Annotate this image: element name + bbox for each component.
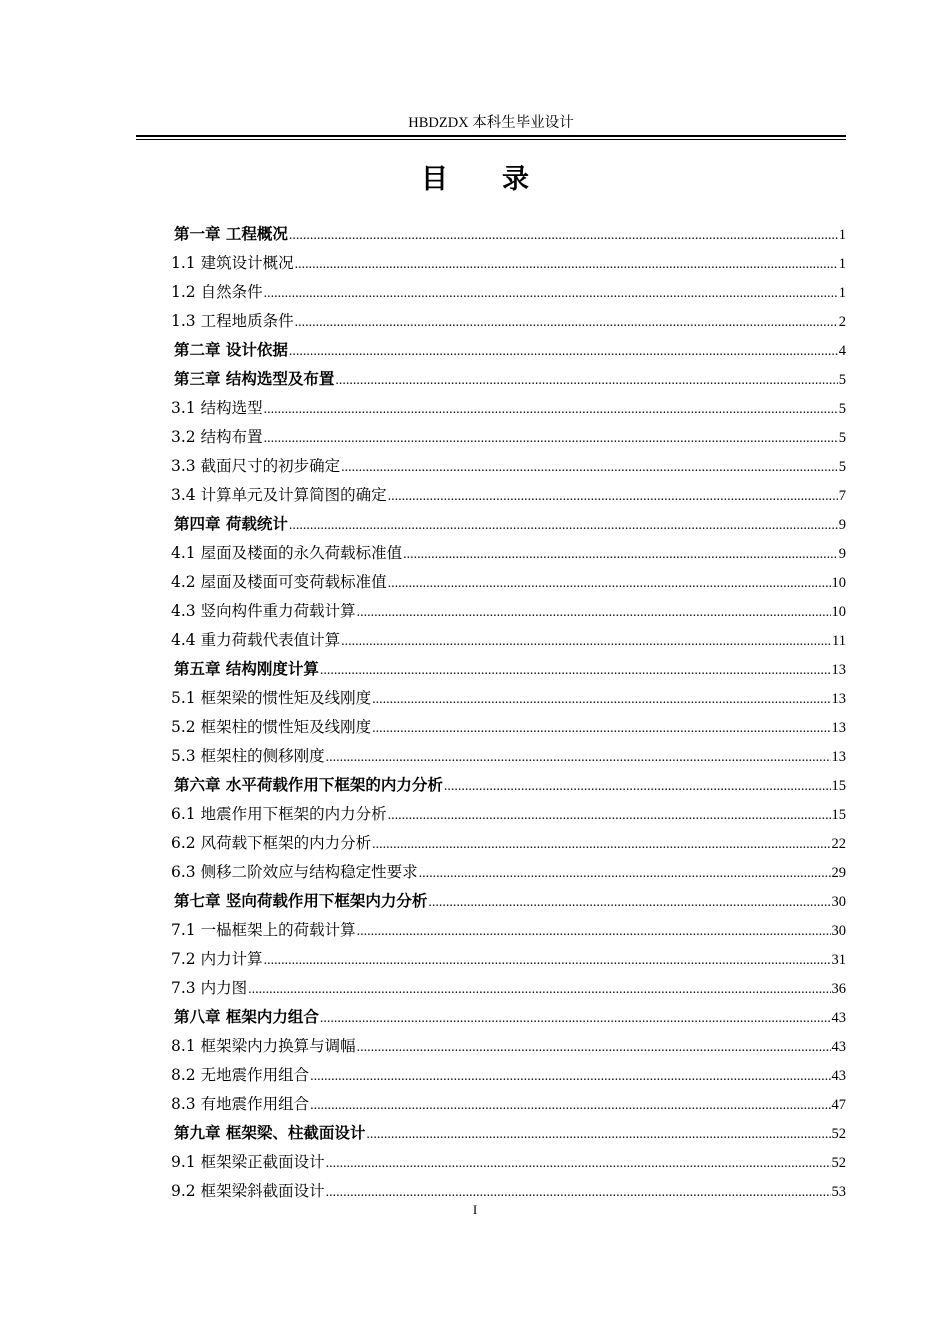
toc-entry-label: 4.3 竖向构件重力荷载计算 [171,602,356,620]
toc-entry-page: 47 [831,1097,846,1113]
toc-dot-leader [289,221,838,250]
header-rule-thin [136,139,846,140]
toc-section-entry[interactable] [171,974,846,1003]
toc-section-entry[interactable] [171,945,846,974]
toc-section-entry[interactable] [171,539,846,568]
toc-entry-label: 1.2 自然条件 [171,283,263,301]
toc-section-entry[interactable] [171,452,846,481]
toc-dot-leader [372,830,830,859]
toc-entry-page: 9 [838,517,846,533]
toc-entry-label: 5.3 框架柱的侧移刚度 [171,747,325,765]
toc-entry-label: 3.4 计算单元及计算简图的确定 [171,486,387,504]
toc-entry-page: 52 [831,1126,846,1142]
toc-entry-page: 9 [838,546,846,562]
toc-section-entry[interactable] [171,481,846,510]
toc-dot-leader [264,946,831,975]
toc-chapter-entry[interactable] [171,510,846,539]
page-header: HBDZDX 本科生毕业设计 [408,115,574,131]
toc-entry-page: 15 [831,807,846,823]
toc-dot-leader [335,366,837,395]
toc-entry-label: 8.3 有地震作用组合 [171,1095,310,1113]
toc-section-entry[interactable] [171,307,846,336]
toc-entry-page: 31 [831,952,846,968]
toc-section-entry[interactable] [171,278,846,307]
toc-dot-leader [357,1033,831,1062]
toc-entry-page: 15 [831,778,846,794]
toc-dot-leader [295,250,838,279]
toc-entry-page: 22 [831,836,846,852]
toc-chapter-entry[interactable] [171,220,846,249]
toc-entry-label: 5.2 框架柱的惯性矩及线刚度 [171,718,372,736]
toc-dot-leader [248,975,830,1004]
toc-title: 目录 [421,164,583,195]
toc-chapter-entry[interactable] [171,771,846,800]
toc-dot-leader [326,743,831,772]
toc-section-entry[interactable] [171,626,846,655]
toc-entry-label: 8.2 无地震作用组合 [171,1066,310,1084]
toc-entry-page: 30 [831,894,846,910]
toc-entry-label: 5.1 框架梁的惯性矩及线刚度 [171,689,372,707]
toc-entry-label: 第二章 设计依据 [174,341,288,359]
toc-dot-leader [326,1149,831,1178]
toc-entry-label: 第五章 结构刚度计算 [174,660,319,678]
toc-dot-leader [444,772,831,801]
toc-entry-label: 4.4 重力荷载代表值计算 [171,631,341,649]
toc-entry-label: 第七章 竖向荷载作用下框架内力分析 [174,892,428,910]
toc-dot-leader [388,801,831,830]
toc-entry-page: 10 [831,575,846,591]
toc-entry-page: 10 [831,604,846,620]
toc-chapter-entry[interactable] [171,1119,846,1148]
toc-entry-page: 5 [838,401,846,417]
toc-dot-leader [289,511,838,540]
toc-dot-leader [289,337,838,366]
toc-entry-label: 6.2 风荷载下框架的内力分析 [171,834,372,852]
toc-entry-page: 5 [838,430,846,446]
toc-entry-label: 6.3 侧移二阶效应与结构稳定性要求 [171,863,418,881]
toc-dot-leader [320,1004,831,1033]
toc-chapter-entry[interactable] [171,887,846,916]
toc-entry-page: 7 [838,488,846,504]
toc-entry-page: 53 [831,1184,846,1200]
table-of-contents [171,220,846,1206]
toc-section-entry[interactable] [171,597,846,626]
toc-entry-label: 3.2 结构布置 [171,428,263,446]
toc-dot-leader [372,685,830,714]
toc-dot-leader [388,569,831,598]
toc-entry-label: 第四章 荷载统计 [174,515,288,533]
toc-entry-label: 9.1 框架梁正截面设计 [171,1153,325,1171]
toc-dot-leader [419,859,831,888]
toc-entry-label: 第一章 工程概况 [174,225,288,243]
toc-entry-label: 3.3 截面尺寸的初步确定 [171,457,341,475]
toc-chapter-entry[interactable] [171,365,846,394]
toc-section-entry[interactable] [171,1148,846,1177]
toc-dot-leader [428,888,830,917]
toc-chapter-entry[interactable] [171,655,846,684]
toc-dot-leader [310,1062,830,1091]
page-number: I [472,1202,478,1217]
toc-dot-leader [357,598,831,627]
toc-entry-page: 52 [831,1155,846,1171]
toc-dot-leader [320,656,831,685]
toc-entry-page: 1 [838,256,846,272]
toc-dot-leader [388,482,838,511]
toc-entry-page: 13 [831,720,846,736]
toc-entry-label: 3.1 结构选型 [171,399,263,417]
toc-dot-leader [295,308,838,337]
toc-section-entry[interactable] [171,423,846,452]
toc-entry-page: 5 [838,459,846,475]
toc-dot-leader [366,1120,830,1149]
toc-dot-leader [403,540,838,569]
toc-entry-page: 5 [838,372,846,388]
toc-section-entry[interactable] [171,713,846,742]
toc-entry-label: 第八章 框架内力组合 [174,1008,319,1026]
toc-dot-leader [310,1091,830,1120]
toc-entry-label: 6.1 地震作用下框架的内力分析 [171,805,387,823]
toc-entry-page: 11 [832,633,846,649]
toc-dot-leader [341,627,831,656]
toc-section-entry[interactable] [171,916,846,945]
toc-entry-page: 43 [831,1039,846,1055]
toc-entry-label: 1.3 工程地质条件 [171,312,294,330]
toc-entry-label: 4.1 屋面及楼面的永久荷载标准值 [171,544,403,562]
toc-entry-page: 36 [831,981,846,997]
toc-section-entry[interactable] [171,249,846,278]
toc-section-entry[interactable] [171,1090,846,1119]
toc-entry-page: 29 [831,865,846,881]
toc-dot-leader [341,453,838,482]
toc-entry-page: 30 [831,923,846,939]
toc-entry-label: 4.2 屋面及楼面可变荷载标准值 [171,573,387,591]
toc-section-entry[interactable] [171,1061,846,1090]
toc-entry-label: 第三章 结构选型及布置 [174,370,335,388]
toc-section-entry[interactable] [171,684,846,713]
toc-dot-leader [264,279,838,308]
toc-dot-leader [264,395,838,424]
toc-section-entry[interactable] [171,800,846,829]
toc-entry-page: 1 [838,227,846,243]
toc-entry-label: 7.3 内力图 [171,979,248,997]
toc-entry-page: 4 [838,343,846,359]
toc-entry-page: 13 [831,749,846,765]
toc-entry-page: 2 [838,314,846,330]
toc-entry-page: 43 [831,1068,846,1084]
toc-entry-label: 1.1 建筑设计概况 [171,254,294,272]
toc-entry-label: 第九章 框架梁、柱截面设计 [174,1124,366,1142]
toc-entry-label: 9.2 框架梁斜截面设计 [171,1182,325,1200]
toc-entry-label: 第六章 水平荷载作用下框架的内力分析 [174,776,443,794]
toc-chapter-entry[interactable] [171,336,846,365]
header-rule-thick [136,135,846,137]
toc-section-entry[interactable] [171,1032,846,1061]
toc-entry-label: 7.2 内力计算 [171,950,263,968]
toc-section-entry[interactable] [171,858,846,887]
toc-entry-label: 7.1 一榀框架上的荷载计算 [171,921,356,939]
toc-section-entry[interactable] [171,829,846,858]
toc-entry-page: 1 [838,285,846,301]
toc-section-entry[interactable] [171,394,846,423]
toc-entry-page: 13 [831,662,846,678]
toc-section-entry[interactable] [171,568,846,597]
toc-entry-page: 13 [831,691,846,707]
toc-entry-page: 43 [831,1010,846,1026]
toc-dot-leader [264,424,838,453]
toc-section-entry[interactable] [171,742,846,771]
toc-dot-leader [357,917,831,946]
toc-dot-leader [372,714,830,743]
toc-chapter-entry[interactable] [171,1003,846,1032]
toc-entry-label: 8.1 框架梁内力换算与调幅 [171,1037,356,1055]
